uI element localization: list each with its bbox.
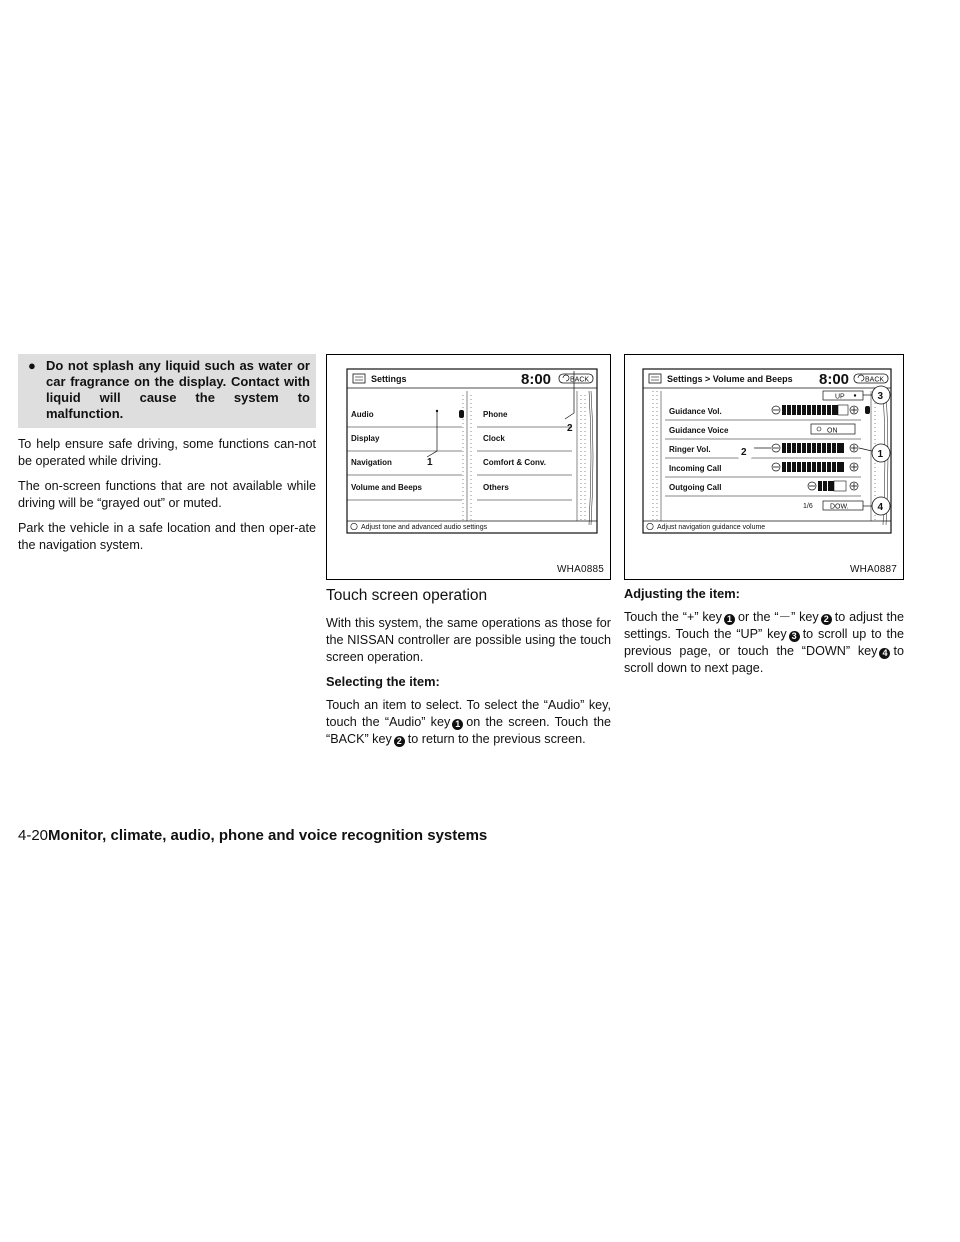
callout-2: 2 — [567, 423, 573, 434]
paragraph-adjusting: Touch the “+” key 1 or the “－” key 2 to adjust the settings. Touch the “UP” key 3 to scroll up to the previous page, or touch the “DOWN” key 4 to scroll down to next page. — [624, 610, 905, 675]
paragraph: Park the vehicle in a safe location and then oper-ate the navigation system. — [18, 521, 316, 552]
warning-box — [18, 354, 316, 428]
right-column — [624, 586, 904, 685]
subheading-selecting: Selecting the item: — [326, 674, 440, 689]
menu-item-display[interactable]: Display — [351, 434, 380, 443]
callout-2: 2 — [741, 447, 747, 458]
row-incoming-call: Incoming Call — [669, 464, 722, 473]
info-text: Adjust navigation guidance volume — [657, 524, 766, 531]
figure-label: WHA0887 — [850, 564, 897, 575]
warning-item — [28, 358, 310, 422]
guidance-voice-toggle[interactable] — [811, 424, 855, 435]
menu-item-comfort[interactable]: Comfort & Conv. — [483, 458, 546, 467]
back-label: BACK — [865, 376, 885, 384]
middle-column — [326, 586, 611, 756]
callout-2-marker: 2 — [394, 736, 405, 747]
row-guidance-vol: Guidance Vol. — [669, 407, 722, 416]
callout-3-marker: 3 — [789, 631, 800, 642]
menu-item-others[interactable]: Others — [483, 483, 509, 492]
row-ringer-vol: Ringer Vol. — [669, 445, 711, 454]
info-text: Adjust tone and advanced audio settings — [361, 524, 488, 531]
menu-item-navigation[interactable]: Navigation — [351, 458, 392, 467]
back-button[interactable] — [559, 374, 593, 384]
menu-item-audio[interactable]: Audio — [351, 410, 374, 419]
callout-3: 3 — [877, 391, 884, 402]
up-label: UP — [835, 393, 845, 401]
screen-title: Settings — [371, 374, 407, 384]
on-label: ON — [827, 427, 838, 435]
figure-volume-screen — [624, 354, 904, 580]
warning-bullet: ● — [28, 358, 36, 373]
up-button[interactable] — [823, 391, 863, 401]
page-indicator: 1/6 — [803, 503, 813, 510]
paragraph: The on-screen functions that are not available while driving will be “grayed out” or muted. — [18, 479, 316, 510]
figure-label: WHA0885 — [557, 564, 604, 575]
callout-4: 4 — [877, 502, 884, 513]
menu-item-phone[interactable]: Phone — [483, 410, 508, 419]
chapter-title: Monitor, climate, audio, phone and voice recognition systems — [48, 827, 488, 844]
volume-screen-illustration — [625, 355, 905, 581]
screen-clock: 8:00 — [521, 371, 552, 388]
screen-title: Settings > Volume and Beeps — [667, 374, 793, 384]
callout-1-marker: 1 — [724, 614, 735, 625]
callout-1-marker: 1 — [452, 719, 463, 730]
paragraph: With this system, the same operations as those for the NISSAN controller are possible using the touch screen operation. — [326, 616, 611, 664]
row-guidance-voice: Guidance Voice — [669, 426, 729, 435]
section-heading: Touch screen operation — [326, 587, 488, 604]
menu-item-clock[interactable]: Clock — [483, 434, 505, 443]
row-outgoing-call: Outgoing Call — [669, 483, 722, 492]
paragraph-selecting: Touch an item to select. To select the “Audio” key, touch the “Audio” key 1 on the screen. Touch the “BACK” key 2 to return to the previous screen. — [326, 698, 611, 746]
left-column — [18, 354, 316, 562]
screen-clock: 8:00 — [819, 371, 850, 388]
back-button[interactable] — [854, 374, 888, 384]
down-label: DOW. — [830, 503, 849, 511]
menu-item-volume-and-beeps[interactable]: Volume and Beeps — [351, 483, 422, 492]
callout-4-marker: 4 — [879, 648, 890, 659]
settings-screen-illustration — [327, 355, 612, 581]
warning-text: Do not splash any liquid such as water or car fragrance on the display. Contact with liquid will cause the system to malfunction. — [46, 358, 310, 421]
down-button[interactable] — [823, 501, 863, 511]
subheading-adjusting: Adjusting the item: — [624, 586, 740, 601]
callout-1: 1 — [877, 449, 884, 460]
figure-settings-screen — [326, 354, 611, 580]
paragraph: To help ensure safe driving, some functions can-not be operated while driving. — [18, 437, 316, 468]
page-footer — [18, 826, 487, 846]
back-label: BACK — [570, 376, 590, 384]
page-number: 4-20 — [18, 827, 49, 844]
callout-1: 1 — [427, 457, 433, 468]
callout-2-marker: 2 — [821, 614, 832, 625]
